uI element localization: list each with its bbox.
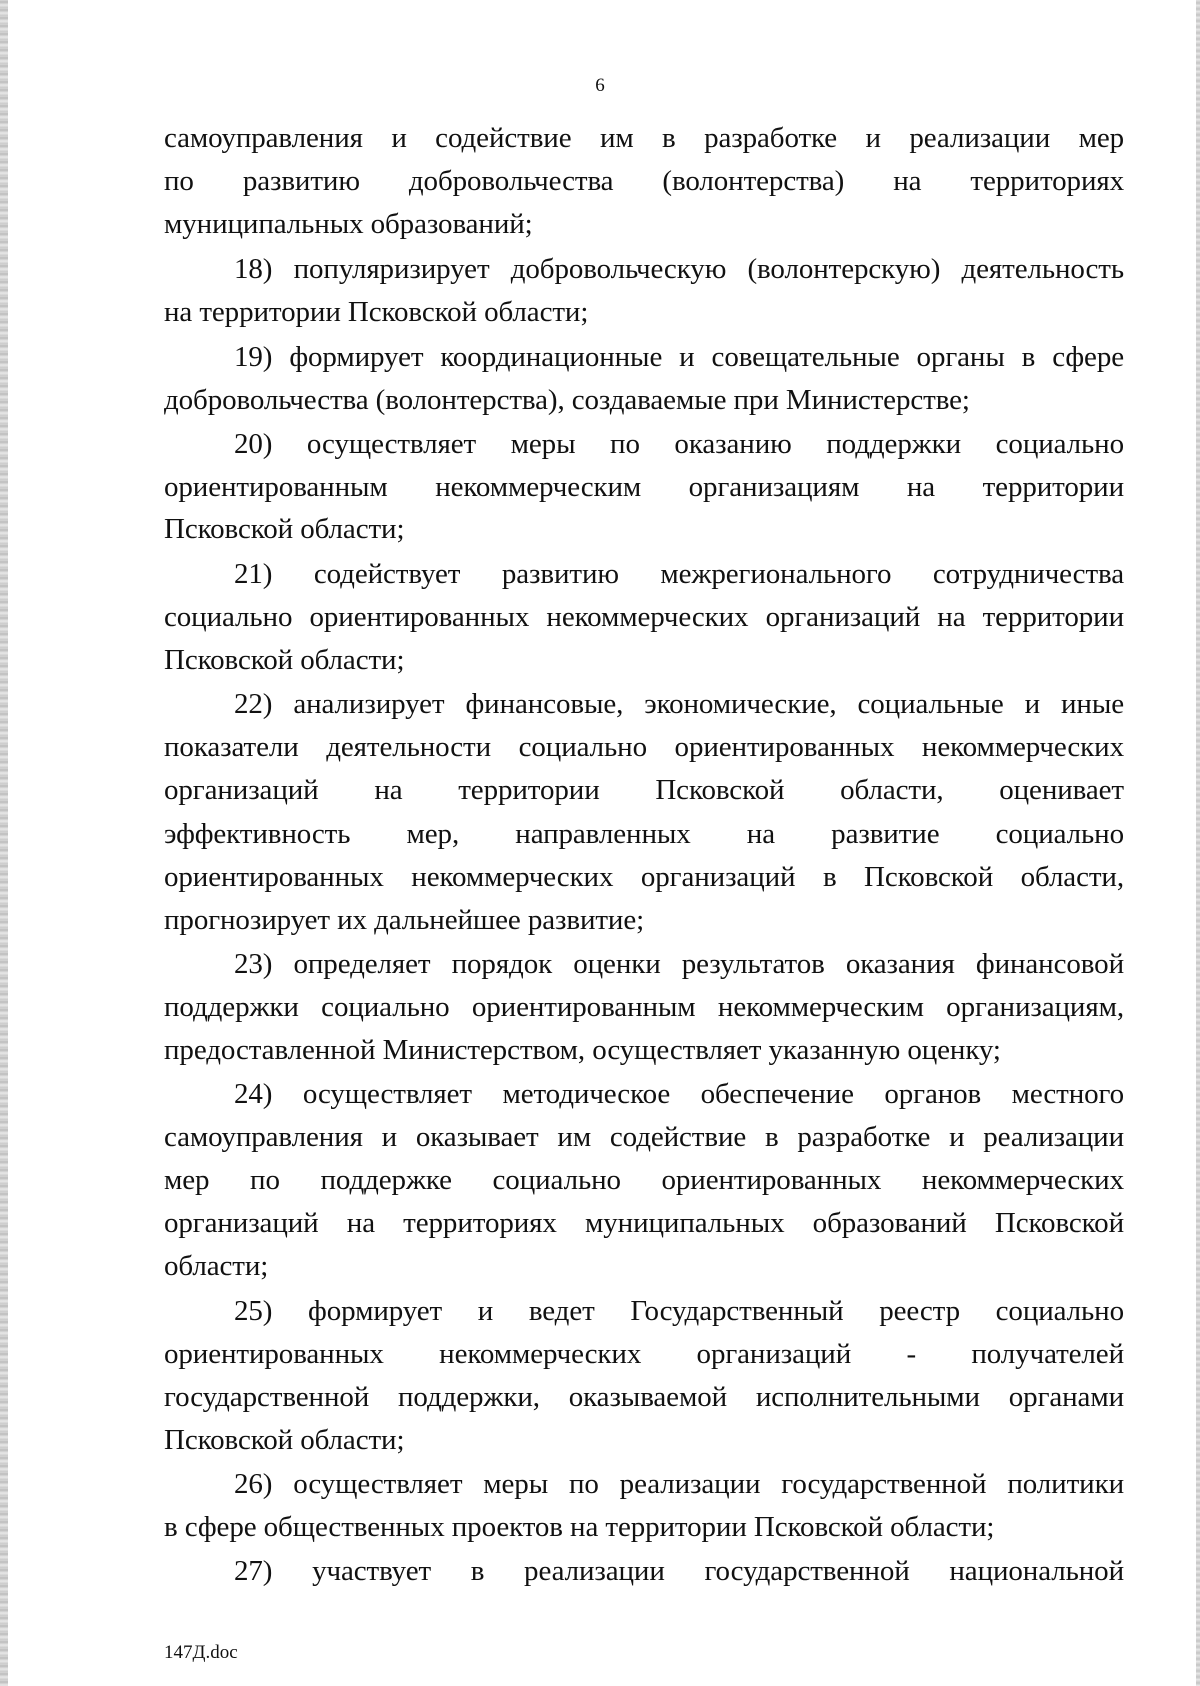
text-line: 18) популяризирует добровольческую (волонтерскую) деятельность [234,253,1124,285]
text-line: эффективность мер, направленных на развитие социально [164,818,1124,850]
page-number: 6 [595,75,605,96]
text-line: самоуправления и содействие им в разработке и реализации мер [164,122,1124,154]
text-line: области; [164,1250,269,1282]
text-line: ориентированных некоммерческих организаций в Псковской области, [164,861,1124,893]
text-line: 21) содействует развитию межрегионального сотрудничества [234,558,1124,590]
text-line: муниципальных образований; [164,208,533,240]
text-line: ориентированных некоммерческих организаций - получателей [164,1338,1124,1370]
scan-edge-left [0,0,8,1686]
text-line: показатели деятельности социально ориентированных некоммерческих [164,731,1124,763]
text-line: 25) формирует и ведет Государственный реестр социально [234,1295,1124,1327]
footer-filename: 147Д.doc [164,1642,238,1663]
text-line: Псковской области; [164,644,405,676]
text-line: самоуправления и оказывает им содействие в разработке и реализации [164,1121,1124,1153]
text-line: Псковской области; [164,1424,405,1456]
text-line: 20) осуществляет меры по оказанию поддержки социально [234,428,1124,460]
text-line: мер по поддержке социально ориентированных некоммерческих [164,1164,1124,1196]
scan-edge-right [1196,0,1200,1686]
text-line: 19) формирует координационные и совещательные органы в сфере [234,341,1124,373]
text-line: предоставленной Министерством, осуществляет указанную оценку; [164,1034,1001,1066]
text-line: государственной поддержки, оказываемой исполнительными органами [164,1381,1124,1413]
text-line: поддержки социально ориентированным некоммерческим организациям, [164,991,1124,1023]
text-line: 23) определяет порядок оценки результатов оказания финансовой [234,948,1124,980]
text-line: 27) участвует в реализации государственной национальной [234,1555,1124,1587]
text-line: добровольчества (волонтерства), создаваемые при Министерстве; [164,384,970,416]
text-line: на территории Псковской области; [164,296,589,328]
text-line: в сфере общественных проектов на территории Псковской области; [164,1511,995,1543]
text-line: 24) осуществляет методическое обеспечение органов местного [234,1078,1124,1110]
text-line: Псковской области; [164,513,405,545]
text-line: социально ориентированных некоммерческих организаций на территории [164,601,1124,633]
text-line: по развитию добровольчества (волонтерства) на территориях [164,165,1124,197]
text-line: организаций на территориях муниципальных образований Псковской [164,1207,1124,1239]
text-line: 22) анализирует финансовые, экономические, социальные и иные [234,688,1124,720]
text-line: прогнозирует их дальнейшее развитие; [164,904,645,936]
text-line: 26) осуществляет меры по реализации государственной политики [234,1468,1124,1500]
text-line: организаций на территории Псковской области, оценивает [164,774,1124,806]
text-line: ориентированным некоммерческим организациям на территории [164,471,1124,503]
